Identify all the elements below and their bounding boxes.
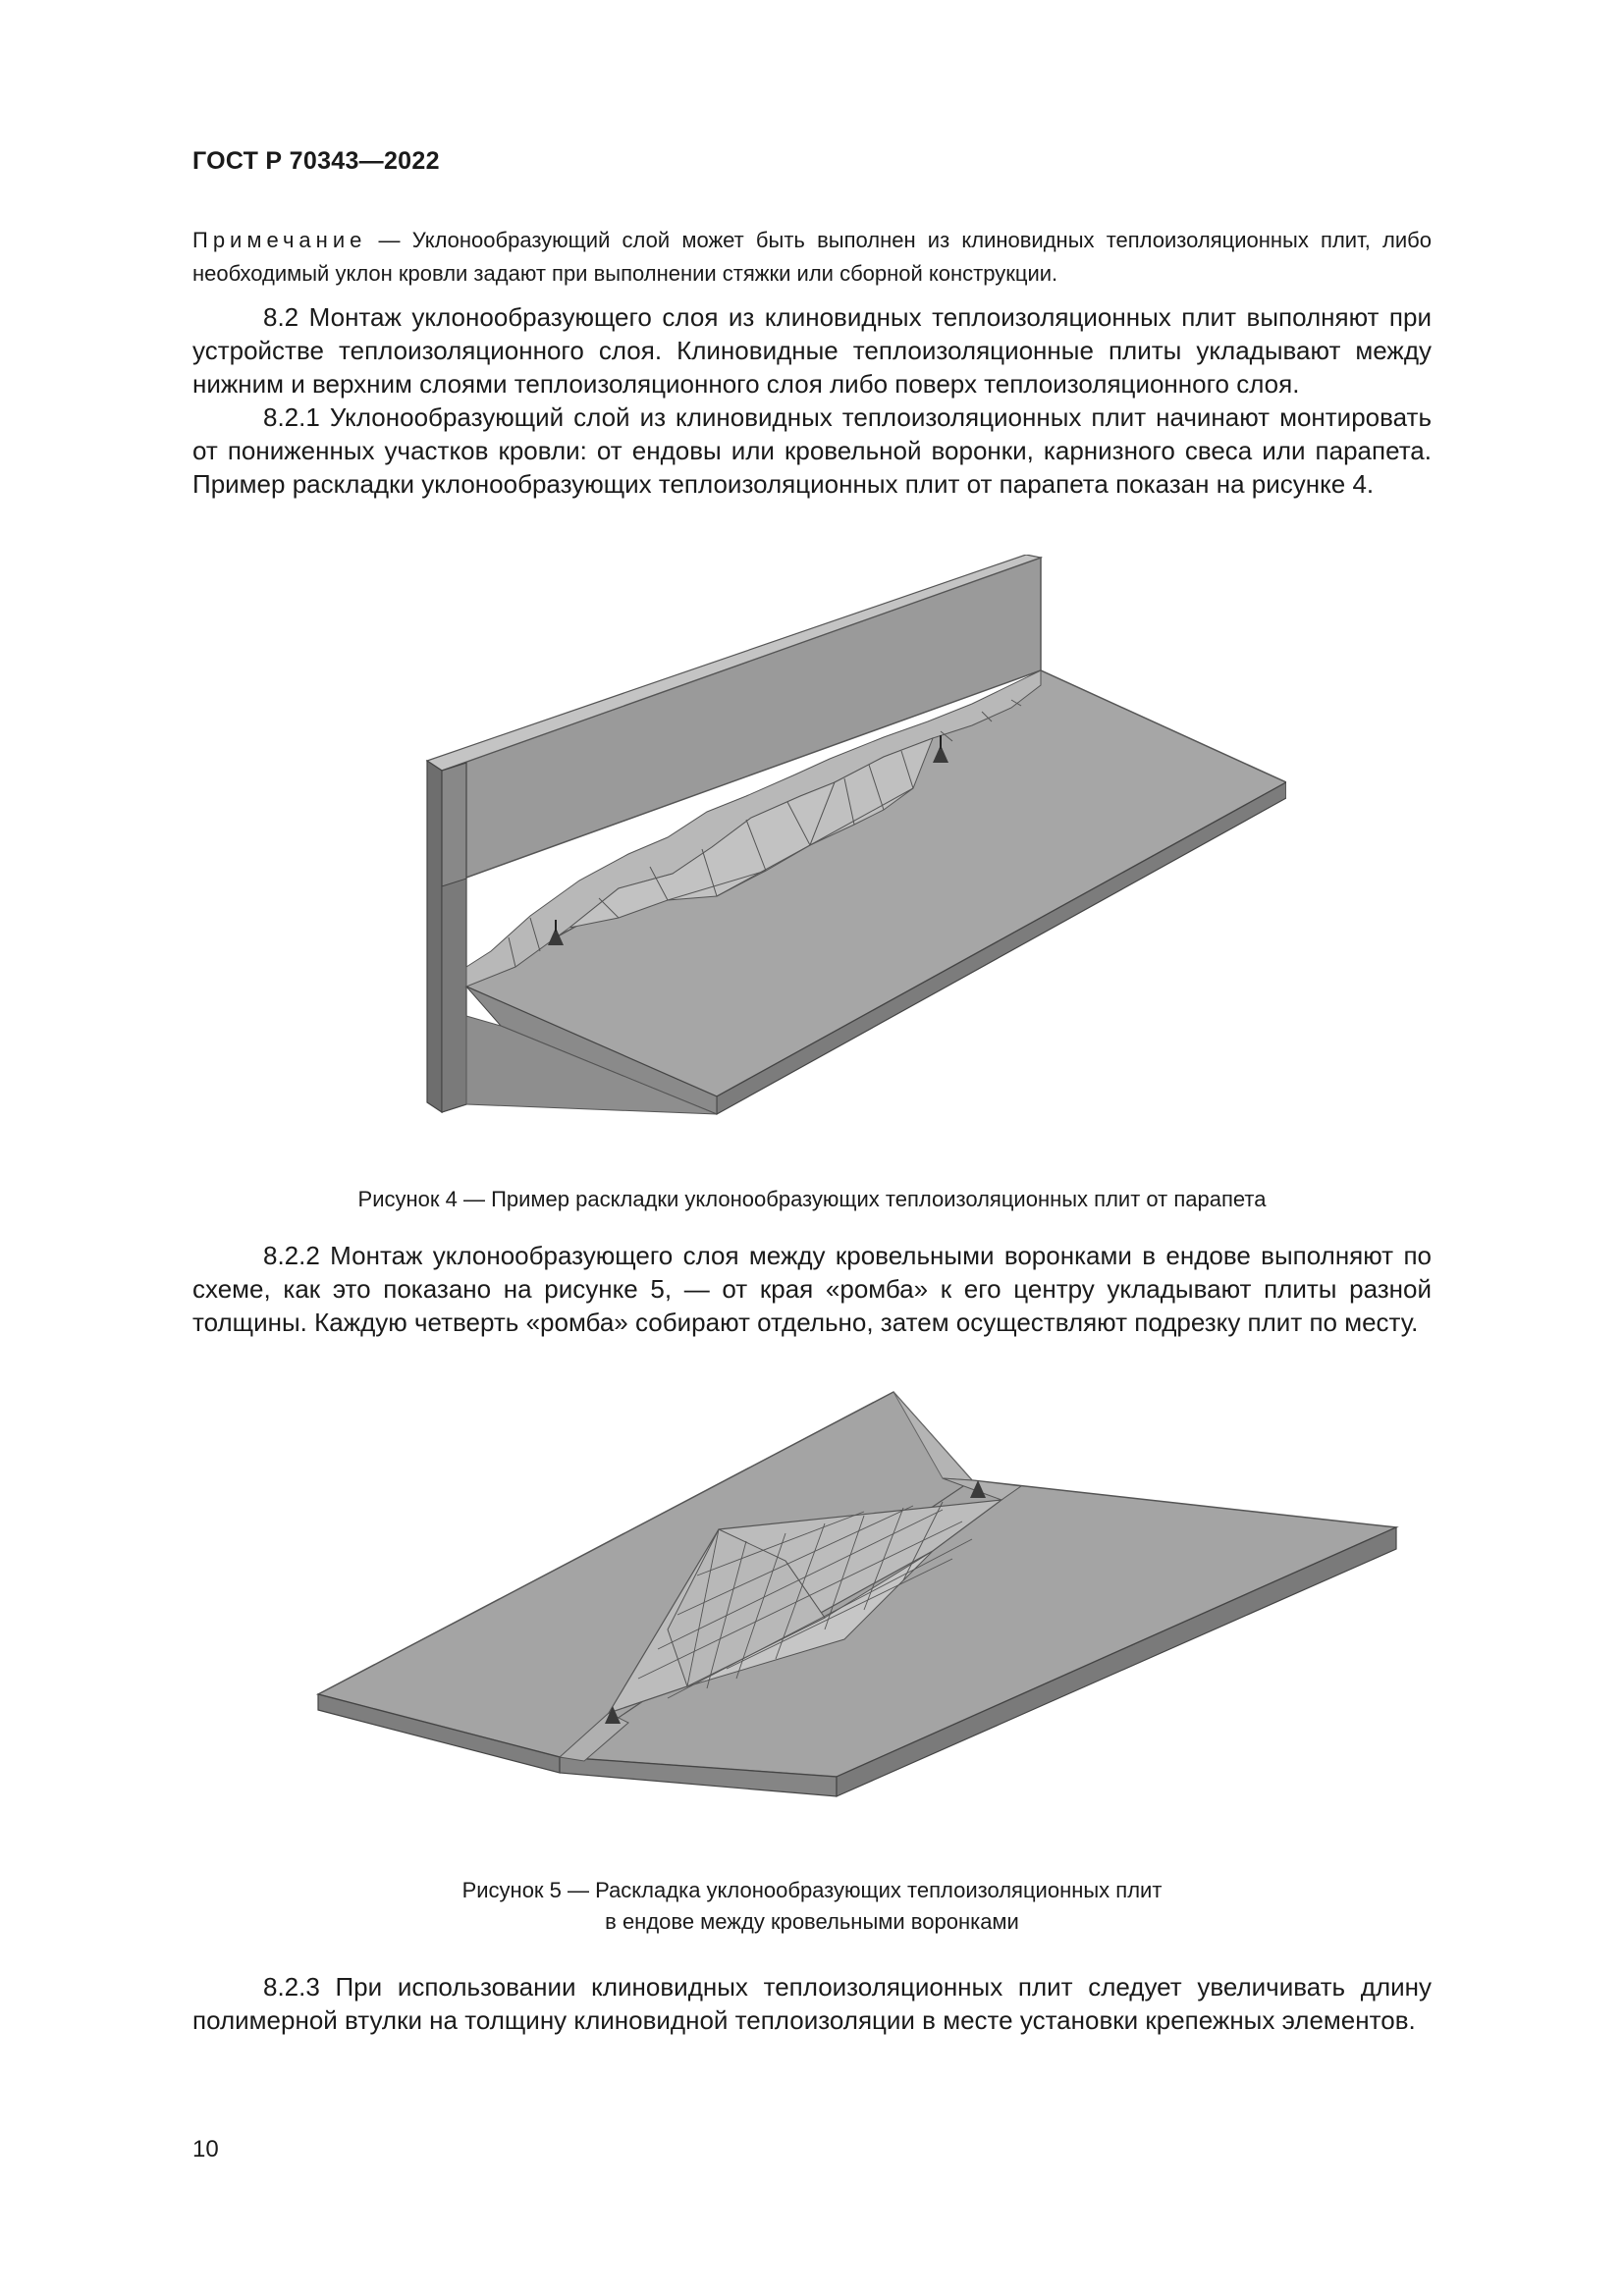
paragraph-8-2-2: 8.2.2 Монтаж уклонообразующего слоя между кровельными воронками в ендове выполняют по схеме, как это показано на рисунке 5, — от края «ромба» к его центру укладывают плиты разной толщины. Каждую четверть «ромба» собирают отдельно, затем осуществляют подрезку плит по месту. [192, 1241, 1432, 1337]
document-header: ГОСТ Р 70343—2022 [192, 147, 440, 175]
note-text: — Уклонообразующий слой может быть выполнен из клиновидных теплоизоляционных плит, либо необходимый уклон кровли задают при выполнении стяжки или сборной конструкции. [192, 228, 1432, 286]
note-label: Примечание [192, 228, 367, 252]
figure-5-caption-line-2: в ендове между кровельными воронками [605, 1909, 1019, 1934]
note-paragraph [192, 224, 1432, 291]
page-number: 10 [192, 2136, 219, 2163]
paragraph-8-2-1: 8.2.1 Уклонообразующий слой из клиновидных теплоизоляционных плит начинают монтировать от пониженных участков кровли: от ендовы или кровельной воронки, карнизного свеса или парапета. Пример раскладки уклонообразующих теплоизоляционных плит от парапета показан на рисунке 4. [192, 402, 1432, 499]
figure-5-illustration [314, 1384, 1404, 1816]
paragraph-8-2: 8.2 Монтаж уклонообразующего слоя из клиновидных теплоизоляционных плит выполняют при устройстве теплоизоляционного слоя. Клиновидные теплоизоляционные плиты укладывают между нижним и верхним слоями теплоизоляционного слоя либо поверх теплоизоляционного слоя. [192, 302, 1432, 399]
paragraph-8-2-3: 8.2.3 При использовании клиновидных теплоизоляционных плит следует увеличивать длину полимерной втулки на толщину клиновидной теплоизоляции в месте установки крепежных элементов. [192, 1972, 1432, 2035]
figure-5-caption-line-1: Рисунок 5 — Раскладка уклонообразующих теплоизоляционных плит [461, 1878, 1163, 1902]
figure-4-caption: Рисунок 4 — Пример раскладки уклонообразующих теплоизоляционных плит от парапета [357, 1187, 1267, 1211]
figure-4-illustration [422, 555, 1286, 1119]
figure-5-caption [192, 1875, 1432, 1938]
